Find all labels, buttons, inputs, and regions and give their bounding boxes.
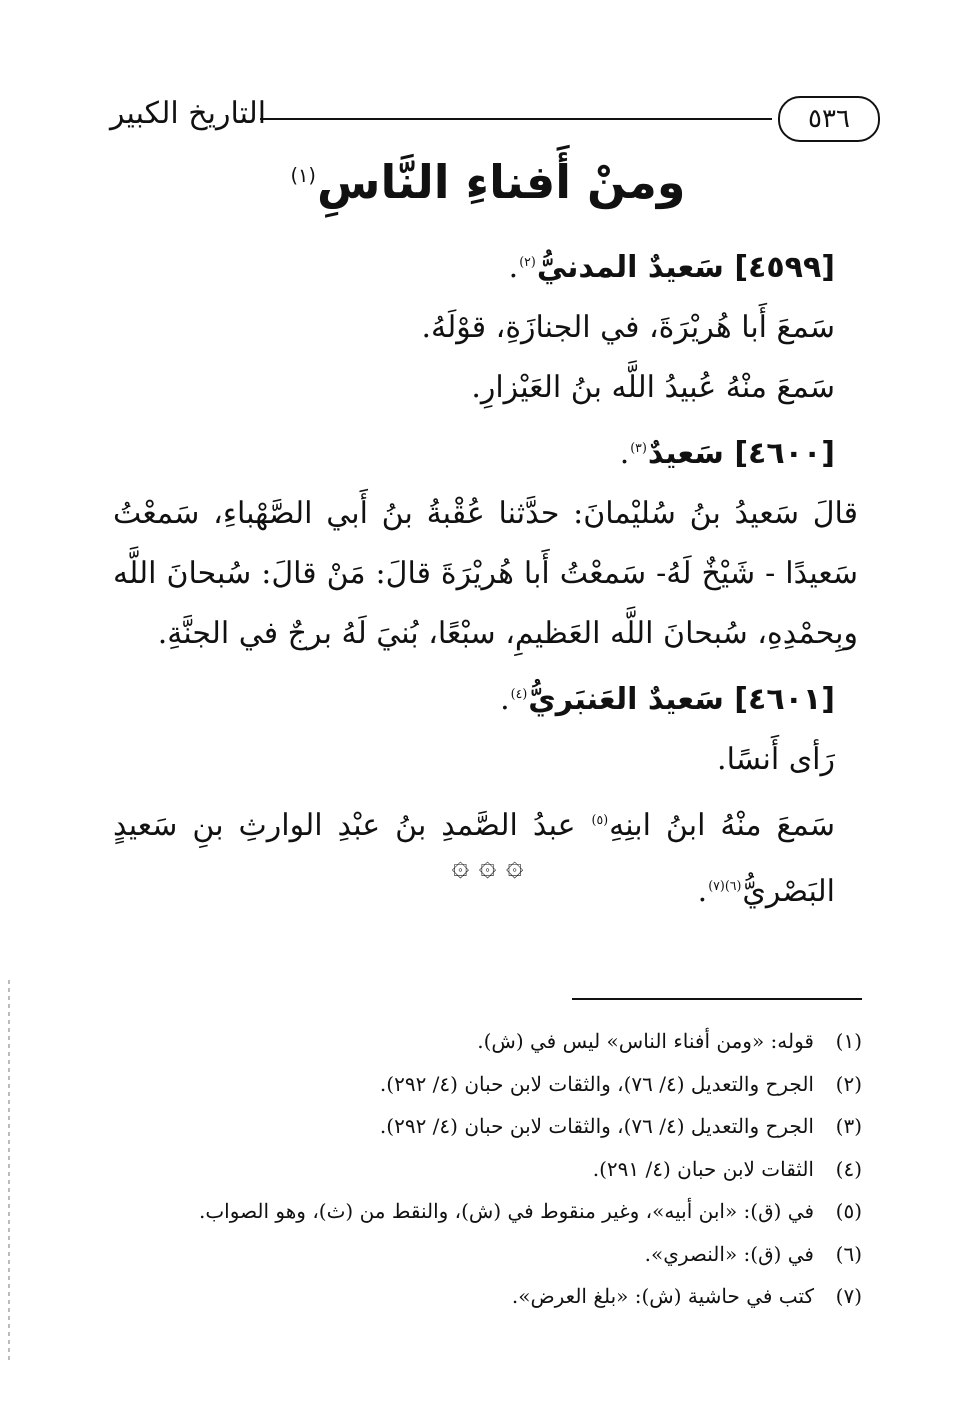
scan-edge-mark [8,980,10,1360]
footnote-ref: (٣) [630,440,647,455]
footnote-number: (٤) [835,1156,862,1181]
footnote-text: الجرح والتعديل (٤/ ٧٦)، والثقات لابن حبان (٤/ ٢٩٢). [379,1071,814,1096]
footnote-item [113,1063,862,1106]
footnote-number: (١) [835,1029,862,1053]
punctuation: . [697,874,708,909]
footnote-divider [572,998,862,1000]
entry-heading: [٤٦٠٠] سَعيدٌ [647,436,835,471]
running-header [110,88,880,148]
text-segment: عبدُ الصَّمدِ بنُ عبْدِ الوارثِ بنِ سَعيدٍ البَصْريُّ [113,808,835,909]
body-paragraph-hadith: قالَ سَعيدُ بنُ سُليْمانَ: حدَّثنا عُقْبةُ بنُ أَبي الصَّهْباءِ، سَمعْتُ سَعيدًا - شَيْخٌ لَهُ- سَمعْتُ أَبا هُريْرَةَ قالَ: مَنْ قالَ: سُبحانَ اللَّه وبِحمْدِهِ، سُبحانَ اللَّه العَظيمِ، سبْعًا، بُنيَ لَهُ برجٌ في الجنَّةِ. [113,496,858,651]
footnote-number: (٢) [835,1071,862,1096]
section-title-text: ومنْ أَفناءِ النَّاسِ [316,155,686,209]
footnote-ref: (١) [290,163,316,187]
entry-heading: [٤٦٠١] سَعيدٌ العَنبَريُّ [528,682,835,717]
punctuation: . [619,436,630,471]
footnote-text: في (ق): «النصري». [644,1241,814,1266]
footnote-number: (٧) [835,1284,862,1308]
footnote-number: (٦) [835,1241,862,1266]
punctuation: . [508,250,519,285]
footnote-text: في (ق): «ابن أبيه»، وغير منقوط في (ش)، والنقط من (ث)، وهو الصواب. [199,1199,814,1223]
footnote-item [113,1020,862,1063]
footnote-item [113,1148,862,1191]
entry-4599 [113,232,835,298]
ornament-icon: ۞ ۞ ۞ [451,848,524,883]
body-paragraph: سَمعَ منْهُ عُبيدُ اللَّه بنُ العَيْزارِ. [471,370,835,405]
footnote-ref: (٦)(٧) [708,878,742,893]
header-rule [260,118,772,120]
body-paragraph: رَأى أَنسًا. [717,742,835,777]
footnote-ref: (٥) [591,812,609,827]
footnote-text: الجرح والتعديل (٤/ ٧٦)، والثقات لابن حبان (٤/ ٢٩٢). [379,1114,814,1138]
footnote-ref: (٤) [510,686,528,701]
footnote-number: (٣) [835,1114,862,1138]
page-number: ٥٣٦ [778,96,880,142]
entry-4600 [113,418,835,484]
body-paragraph: سَمعَ أَبا هُريْرَةَ، في الجنازَةِ، قوْلَهُ. [421,310,835,345]
section-title [0,155,975,209]
text-segment: سَمعَ منْهُ ابنُ ابنِهِ [609,808,835,843]
footnote-item [113,1190,862,1233]
footnote-number: (٥) [835,1199,862,1223]
footnote-text: الثقات لابن حبان (٤/ ٢٩١). [592,1156,814,1181]
main-text [113,232,858,922]
footnote-ref: (٢) [519,254,536,269]
section-ornament [0,848,975,883]
punctuation: . [500,682,510,717]
footnote-item [113,1105,862,1148]
entry-heading: [٤٥٩٩] سَعيدٌ المدنيُّ [536,250,835,285]
footnote-item [113,1233,862,1276]
footnote-text: كتب في حاشية (ش): «بلغ العرض». [511,1284,814,1308]
footnotes [113,1020,862,1318]
footnote-item [113,1275,862,1318]
book-title: التاريخ الكبير [110,96,267,131]
footnote-text: قوله: «ومن أفناء الناس» ليس في (ش). [477,1029,814,1053]
entry-4601 [113,664,835,730]
